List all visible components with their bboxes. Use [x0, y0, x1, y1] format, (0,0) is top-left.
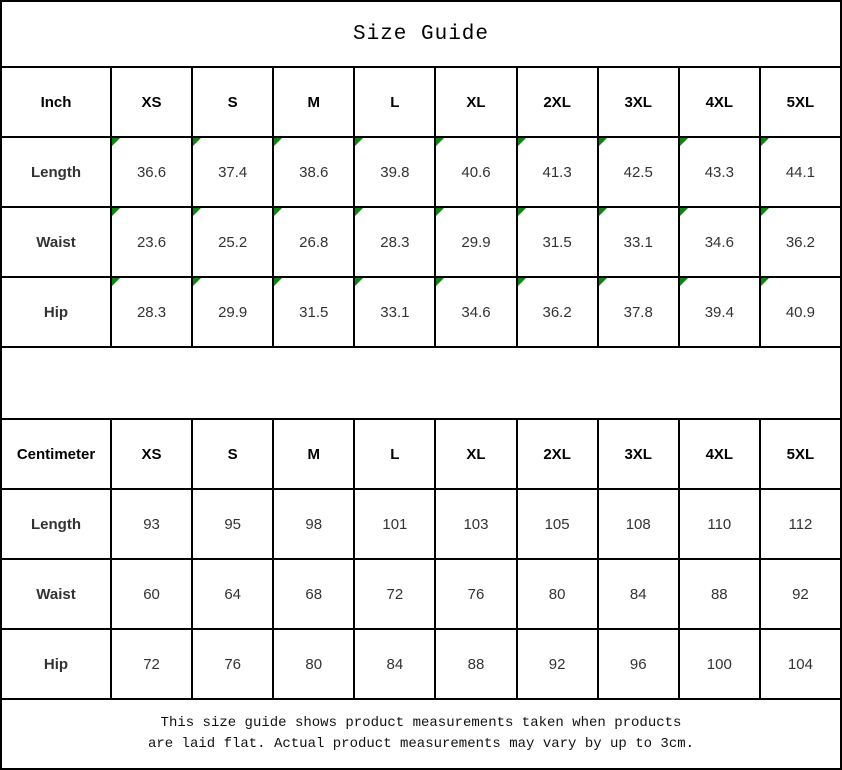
inch-value-cell: [111, 277, 192, 347]
centimeter-value-text: 88: [467, 655, 485, 673]
inch-value-cell: [517, 277, 598, 347]
cell-marker-triangle-icon: [274, 138, 282, 146]
inch-value-cell: [760, 137, 841, 207]
cell-marker-triangle-icon: [518, 208, 526, 216]
inch-value-cell: [192, 207, 273, 277]
inch-value-text: 39.8: [380, 163, 410, 181]
centimeter-size-header-cell: XS: [111, 419, 192, 489]
centimeter-value-cell: [598, 489, 679, 559]
centimeter-value-cell: [517, 559, 598, 629]
centimeter-row-hip: [1, 629, 841, 699]
centimeter-row-label-cell: Length: [1, 489, 111, 559]
cell-marker-triangle-icon: [355, 138, 363, 146]
inch-value-cell: [760, 207, 841, 277]
centimeter-value-text: 88: [710, 585, 728, 603]
inch-value-text: 29.9: [218, 303, 248, 321]
cell-marker-triangle-icon: [518, 138, 526, 146]
inch-value-text: 37.4: [218, 163, 248, 181]
centimeter-value-text: 110: [707, 515, 732, 533]
inch-value-cell: [679, 207, 760, 277]
centimeter-value-cell: [273, 559, 354, 629]
centimeter-value-cell: [760, 559, 841, 629]
inch-value-cell: [679, 137, 760, 207]
inch-value-cell: [192, 277, 273, 347]
inch-size-header-cell: XL: [435, 67, 516, 137]
inch-size-header-cell: 3XL: [598, 67, 679, 137]
inch-value-cell: [760, 277, 841, 347]
centimeter-value-text: 104: [787, 655, 813, 673]
inch-value-cell: [517, 137, 598, 207]
inch-value-text: 28.3: [136, 303, 167, 321]
centimeter-value-text: 60: [143, 585, 160, 603]
inch-value-text: 33.1: [623, 233, 653, 251]
inch-value-cell: [192, 137, 273, 207]
centimeter-value-text: 98: [305, 515, 323, 533]
inch-value-text: 28.3: [380, 233, 410, 251]
cell-marker-triangle-icon: [680, 278, 688, 286]
centimeter-size-header-cell: L: [354, 419, 435, 489]
centimeter-value-cell: [192, 629, 273, 699]
spacer-cell: [1, 347, 841, 419]
inch-value-text: 23.6: [136, 233, 167, 251]
inch-value-text: 33.1: [380, 303, 410, 321]
cell-marker-triangle-icon: [355, 208, 363, 216]
inch-value-text: 36.2: [542, 303, 572, 321]
inch-value-text: 41.3: [542, 163, 572, 181]
centimeter-value-text: 72: [143, 655, 160, 673]
centimeter-value-cell: [111, 629, 192, 699]
inch-value-text: 40.9: [785, 303, 816, 321]
inch-value-cell: [679, 277, 760, 347]
centimeter-value-text: 72: [386, 585, 404, 603]
cell-marker-triangle-icon: [599, 208, 607, 216]
inch-table-section: [1, 67, 841, 347]
inch-value-text: 42.5: [623, 163, 653, 181]
centimeter-value-cell: [435, 559, 516, 629]
inch-size-header-cell: S: [192, 67, 273, 137]
inch-size-header-cell: 2XL: [517, 67, 598, 137]
inch-value-cell: [354, 277, 435, 347]
centimeter-value-cell: [517, 489, 598, 559]
cell-marker-triangle-icon: [761, 138, 769, 146]
inch-size-header-cell: XS: [111, 67, 192, 137]
centimeter-value-text: 84: [386, 655, 404, 673]
centimeter-value-text: 68: [305, 585, 323, 603]
centimeter-value-cell: [192, 559, 273, 629]
cell-marker-triangle-icon: [274, 208, 282, 216]
centimeter-size-header-cell: XL: [435, 419, 516, 489]
centimeter-value-cell: [679, 629, 760, 699]
centimeter-value-cell: [192, 489, 273, 559]
footer-row: [1, 699, 841, 769]
inch-value-cell: [273, 207, 354, 277]
cell-marker-triangle-icon: [355, 278, 363, 286]
footer-note: [1, 699, 841, 769]
inch-value-text: 43.3: [704, 163, 734, 181]
centimeter-value-cell: [517, 629, 598, 699]
centimeter-value-text: 93: [143, 515, 160, 533]
centimeter-value-cell: [111, 489, 192, 559]
page-title: Size Guide: [1, 1, 841, 67]
inch-value-text: 36.6: [136, 163, 167, 181]
inch-size-header-cell: M: [273, 67, 354, 137]
inch-value-text: 34.6: [461, 303, 491, 321]
centimeter-value-text: 92: [792, 585, 809, 603]
centimeter-table-section: [1, 419, 841, 699]
inch-header-row: [1, 67, 841, 137]
inch-value-cell: [598, 277, 679, 347]
centimeter-value-text: 64: [224, 585, 241, 603]
inch-unit-header-cell: Inch: [1, 67, 111, 137]
centimeter-value-cell: [354, 559, 435, 629]
inch-value-text: 25.2: [218, 233, 248, 251]
cell-marker-triangle-icon: [274, 278, 282, 286]
centimeter-size-header-cell: 2XL: [517, 419, 598, 489]
cell-marker-triangle-icon: [112, 208, 120, 216]
inch-value-text: 26.8: [299, 233, 329, 251]
inch-value-text: 40.6: [461, 163, 491, 181]
inch-value-cell: [111, 137, 192, 207]
centimeter-value-text: 80: [548, 585, 566, 603]
centimeter-value-text: 112: [788, 515, 813, 533]
inch-value-text: 31.5: [299, 303, 329, 321]
centimeter-value-text: 108: [625, 515, 651, 533]
inch-row-label-cell: Length: [1, 137, 111, 207]
title-row: [1, 1, 841, 67]
centimeter-row-length: [1, 489, 841, 559]
centimeter-value-text: 95: [224, 515, 241, 533]
centimeter-value-text: 84: [629, 585, 647, 603]
inch-row-hip: [1, 277, 841, 347]
cell-marker-triangle-icon: [112, 278, 120, 286]
centimeter-value-cell: [111, 559, 192, 629]
inch-value-text: 37.8: [623, 303, 653, 321]
centimeter-unit-header-cell: Centimeter: [1, 419, 111, 489]
inch-value-cell: [517, 207, 598, 277]
cell-marker-triangle-icon: [761, 208, 769, 216]
inch-value-text: 31.5: [542, 233, 572, 251]
centimeter-value-cell: [273, 489, 354, 559]
inch-value-cell: [435, 207, 516, 277]
cell-marker-triangle-icon: [193, 208, 201, 216]
cell-marker-triangle-icon: [518, 278, 526, 286]
inch-value-cell: [111, 207, 192, 277]
centimeter-size-header-cell: 3XL: [598, 419, 679, 489]
centimeter-row-waist: [1, 559, 841, 629]
centimeter-value-text: 105: [544, 515, 570, 533]
cell-marker-triangle-icon: [436, 278, 444, 286]
inch-value-text: 29.9: [461, 233, 491, 251]
centimeter-value-cell: [598, 629, 679, 699]
centimeter-size-header-cell: 5XL: [760, 419, 841, 489]
centimeter-value-cell: [679, 489, 760, 559]
centimeter-value-text: 76: [224, 655, 241, 673]
centimeter-value-cell: [354, 629, 435, 699]
inch-value-cell: [598, 207, 679, 277]
inch-row-label-cell: Waist: [1, 207, 111, 277]
centimeter-row-label-cell: Waist: [1, 559, 111, 629]
inch-value-cell: [273, 277, 354, 347]
footer-note-line-1: This size guide shows product measurements taken when products: [160, 715, 682, 731]
centimeter-size-header-cell: M: [273, 419, 354, 489]
spacer-row: [1, 347, 841, 419]
inch-value-cell: [435, 137, 516, 207]
centimeter-value-cell: [760, 489, 841, 559]
cell-marker-triangle-icon: [436, 138, 444, 146]
cell-marker-triangle-icon: [193, 138, 201, 146]
cell-marker-triangle-icon: [193, 278, 201, 286]
centimeter-header-row: [1, 419, 841, 489]
centimeter-value-text: 103: [463, 515, 489, 533]
centimeter-value-cell: [760, 629, 841, 699]
inch-value-text: 38.6: [299, 163, 329, 181]
inch-value-cell: [354, 137, 435, 207]
inch-value-text: 44.1: [785, 163, 816, 181]
inch-value-text: 34.6: [704, 233, 734, 251]
centimeter-value-cell: [435, 489, 516, 559]
centimeter-value-text: 100: [706, 655, 732, 673]
inch-row-waist: [1, 207, 841, 277]
cell-marker-triangle-icon: [599, 138, 607, 146]
centimeter-size-header-cell: 4XL: [679, 419, 760, 489]
inch-row-label-cell: Hip: [1, 277, 111, 347]
centimeter-value-cell: [598, 559, 679, 629]
inch-value-cell: [435, 277, 516, 347]
inch-value-cell: [273, 137, 354, 207]
inch-value-text: 39.4: [704, 303, 734, 321]
centimeter-value-text: 96: [629, 655, 647, 673]
cell-marker-triangle-icon: [761, 278, 769, 286]
centimeter-value-cell: [354, 489, 435, 559]
inch-size-header-cell: L: [354, 67, 435, 137]
inch-row-length: [1, 137, 841, 207]
inch-size-header-cell: 4XL: [679, 67, 760, 137]
footer-note-line-2: are laid flat. Actual product measurements may vary by up to 3cm.: [147, 736, 695, 752]
inch-size-header-cell: 5XL: [760, 67, 841, 137]
centimeter-value-text: 80: [305, 655, 323, 673]
centimeter-size-header-cell: S: [192, 419, 273, 489]
centimeter-value-cell: [679, 559, 760, 629]
centimeter-value-cell: [273, 629, 354, 699]
centimeter-value-text: 76: [467, 585, 485, 603]
cell-marker-triangle-icon: [112, 138, 120, 146]
cell-marker-triangle-icon: [599, 278, 607, 286]
inch-value-text: 36.2: [785, 233, 816, 251]
cell-marker-triangle-icon: [436, 208, 444, 216]
centimeter-value-cell: [435, 629, 516, 699]
inch-value-cell: [354, 207, 435, 277]
cell-marker-triangle-icon: [680, 208, 688, 216]
centimeter-row-label-cell: Hip: [1, 629, 111, 699]
centimeter-value-text: 101: [382, 515, 408, 533]
cell-marker-triangle-icon: [680, 138, 688, 146]
centimeter-value-text: 92: [548, 655, 566, 673]
inch-value-cell: [598, 137, 679, 207]
